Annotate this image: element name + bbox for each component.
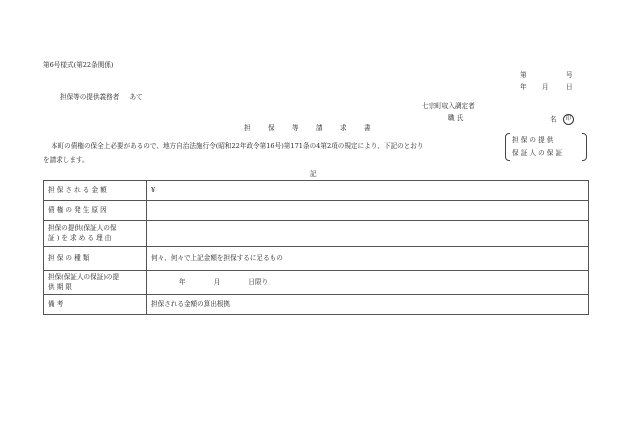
bracket-left [505, 133, 510, 161]
row-label-remarks: 備 考 [44, 295, 147, 315]
recipient-name: 担保等の提供義務者 [60, 93, 120, 101]
recipient-honorific: あて [129, 93, 143, 101]
row-label-reason [44, 221, 147, 247]
table-row [44, 181, 589, 201]
table-row [44, 221, 589, 247]
issuer-name-area [550, 114, 574, 125]
table-row [44, 247, 589, 271]
date-day: 日 [566, 83, 573, 91]
body-line-2: を請求します。 [43, 156, 89, 164]
title-char: 書 [364, 124, 371, 132]
deadline-month: 月 [213, 277, 221, 286]
row-value-type: 何々、何々で上記金額を担保するに足るもの [147, 247, 589, 271]
row-value-amount: ¥ [147, 181, 589, 201]
row-label-reason-line2: 証 ) を 求 め る 理 由 [48, 233, 112, 242]
row-label-deadline [44, 271, 147, 295]
date-year: 年 [520, 83, 527, 91]
row-value-reason [147, 221, 589, 247]
title-char: 等 [292, 124, 299, 132]
deadline-day: 日限り [248, 277, 269, 286]
form-number: 第6号様式(第22条関係) [43, 61, 114, 69]
doc-number-label: 第 [520, 71, 527, 79]
doc-number-suffix: 号 [566, 71, 573, 79]
table-row [44, 201, 589, 221]
title-char: 求 [340, 124, 347, 132]
row-label-deadline-line1: 担保(保証人の保証)の提 [48, 272, 120, 281]
row-value-deadline [147, 271, 589, 295]
deadline-year: 年 [179, 277, 186, 286]
bracket-option-2: 保 証 人 の 保 証 [512, 149, 563, 157]
body-line-1: 本町の債権の保全上必要があるので、地方自治法施行令(昭和22年政令第16号)第171条の4第2項の規定により、下記のとおり [51, 142, 424, 150]
issuer-name-label: 名 [550, 115, 557, 124]
issuer-position: 職 氏 [448, 114, 464, 122]
title-char: 請 [316, 124, 323, 132]
bracket-right [582, 133, 587, 161]
table-row [44, 271, 589, 295]
title-char: 保 [268, 124, 275, 132]
bracket-option-1: 担 保 の 提 供 [512, 136, 554, 144]
recipient [60, 94, 143, 101]
row-label-cause: 債 権 の 発 生 原 因 [44, 201, 147, 221]
row-value-remarks: 担保される金額の算出根拠 [147, 295, 589, 315]
row-label-type: 担 保 の 種 類 [44, 247, 147, 271]
issuer-organization: 七宗町収入調定者 [422, 102, 475, 110]
request-table [43, 180, 589, 315]
document-title [244, 125, 376, 132]
title-char: 担 [244, 124, 251, 132]
date-month: 月 [542, 83, 549, 91]
row-label-amount: 担 保 さ れ る 金 額 [44, 181, 147, 201]
seal-icon: 印 [563, 114, 574, 125]
ki-mark: 記 [310, 170, 317, 178]
table-row [44, 295, 589, 315]
row-label-deadline-line2: 供 期 限 [48, 282, 72, 291]
row-value-cause [147, 201, 589, 221]
row-label-reason-line1: 担保の提供(保証人の保 [48, 223, 117, 232]
bracket-options [505, 133, 587, 160]
